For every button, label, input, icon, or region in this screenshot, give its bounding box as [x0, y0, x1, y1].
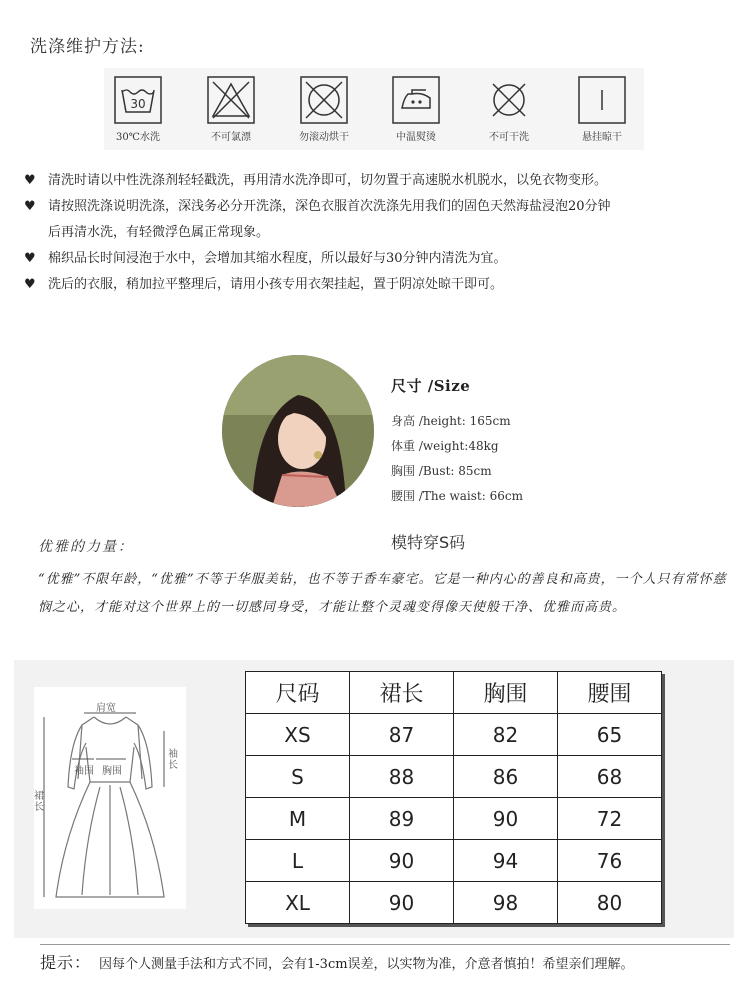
heart-bullet-icon: ♥ — [24, 173, 36, 188]
wash-30-icon — [114, 76, 162, 124]
care-label-wash: 30℃水洗 — [116, 132, 160, 143]
cell-size: XS — [246, 714, 350, 756]
model-waist: 腰围 /The waist: 66cm — [391, 489, 523, 503]
cell-waist: 68 — [558, 756, 662, 798]
svg-text:30: 30 — [130, 97, 146, 111]
care-instructions-list — [24, 168, 724, 298]
cell-length: 89 — [350, 798, 454, 840]
model-height: 身高 /height: 165cm — [391, 414, 511, 428]
label-chest: 胸围 — [102, 766, 122, 777]
no-tumble-dry-icon — [300, 76, 348, 124]
table-row — [246, 840, 662, 882]
care-item-iron — [384, 76, 448, 143]
heart-bullet-icon: ♥ — [24, 199, 36, 214]
cell-length: 88 — [350, 756, 454, 798]
cell-waist: 72 — [558, 798, 662, 840]
cell-size: S — [246, 756, 350, 798]
care-label-dryclean: 不可干洗 — [489, 132, 529, 143]
tip-text: 因每个人测量手法和方式不同，会有1-3cm误差，以实物为准，介意者慎拍！希望亲们理解。 — [99, 957, 634, 972]
care-label-hang: 悬挂晾干 — [582, 132, 622, 143]
care-label-tumble: 勿滚动烘干 — [299, 132, 349, 143]
cell-bust: 82 — [454, 714, 558, 756]
dress-diagram — [34, 687, 186, 909]
care-icons-strip — [104, 68, 644, 150]
table-row — [246, 798, 662, 840]
cell-waist: 76 — [558, 840, 662, 882]
size-title: 尺寸 /Size — [391, 377, 471, 395]
care-instruction: ♥ 请按照洗涤说明洗涤，深浅务必分开洗涤，深色衣服首次洗涤先用我们的固色天然海盐浸泡20分钟 — [24, 194, 724, 220]
cell-size: XL — [246, 882, 350, 924]
cell-length: 87 — [350, 714, 454, 756]
cell-bust: 98 — [454, 882, 558, 924]
label-armhole: 袖围 — [74, 766, 94, 777]
cell-waist: 80 — [558, 882, 662, 924]
cell-bust: 94 — [454, 840, 558, 882]
tip-divider — [40, 944, 730, 945]
heart-bullet-icon: ♥ — [24, 277, 36, 292]
model-photo — [222, 355, 374, 507]
size-table-header — [246, 672, 662, 714]
care-label-bleach: 不可氯漂 — [211, 132, 251, 143]
care-instruction: ♥ 清洗时请以中性洗涤剂轻轻戳洗，再用清水洗净即可，切勿置于高速脱水机脱水，以免衣物变形。 — [24, 168, 724, 194]
care-item-bleach — [199, 76, 263, 143]
care-item-dryclean — [477, 76, 541, 143]
hang-dry-icon — [578, 76, 626, 124]
tip-label: 提示： — [40, 953, 92, 972]
table-row — [246, 756, 662, 798]
size-table — [245, 671, 662, 924]
elegance-paragraph: “优雅”不限年龄，“优雅”不等于华服美钻，也不等于香车豪宅。它是一种内心的善良和高贵，一个人只有常怀慈悯之心，才能对这个世界上的一切感同身受，才能让整个灵魂变得像天使般干净、优雅而高贵。 — [38, 572, 727, 615]
cell-waist: 65 — [558, 714, 662, 756]
care-instruction: ♥ 棉织品长时间浸泡于水中，会增加其缩水程度，所以最好与30分钟内清洗为宜。 — [24, 246, 724, 272]
model-wears-size: 模特穿S码 — [391, 533, 466, 552]
care-title: 洗涤维护方法: — [30, 37, 145, 57]
header-bust: 胸围 — [454, 672, 558, 714]
care-item-tumble — [292, 76, 356, 143]
cell-size: M — [246, 798, 350, 840]
cell-bust: 86 — [454, 756, 558, 798]
table-row — [246, 882, 662, 924]
care-item-wash — [106, 76, 170, 143]
label-length: 裙长 — [34, 791, 44, 813]
heart-bullet-icon: ♥ — [24, 251, 36, 266]
care-instruction-continued: 后再清水洗，有轻微浮色属正常现象。 — [48, 225, 270, 240]
label-shoulder: 肩宽 — [96, 703, 116, 714]
model-weight: 体重 /weight:48kg — [391, 439, 499, 453]
cell-length: 90 — [350, 882, 454, 924]
care-instruction: ♥ 洗后的衣服，稍加拉平整理后，请用小孩专用衣架挂起，置于阴凉处晾干即可。 — [24, 272, 724, 298]
no-dry-clean-icon — [485, 76, 533, 124]
cell-bust: 90 — [454, 798, 558, 840]
no-bleach-icon — [207, 76, 255, 124]
cell-size: L — [246, 840, 350, 882]
iron-medium-icon — [392, 76, 440, 124]
care-item-hang — [570, 76, 634, 143]
care-label-iron: 中温熨烫 — [396, 132, 436, 143]
table-row — [246, 714, 662, 756]
tip-note — [40, 950, 720, 973]
label-sleeve: 袖长 — [168, 749, 178, 771]
elegance-title: 优雅的力量： — [38, 539, 134, 555]
model-bust: 胸围 /Bust: 85cm — [391, 464, 492, 478]
header-size: 尺码 — [246, 672, 350, 714]
header-waist: 腰围 — [558, 672, 662, 714]
cell-length: 90 — [350, 840, 454, 882]
header-length: 裙长 — [350, 672, 454, 714]
